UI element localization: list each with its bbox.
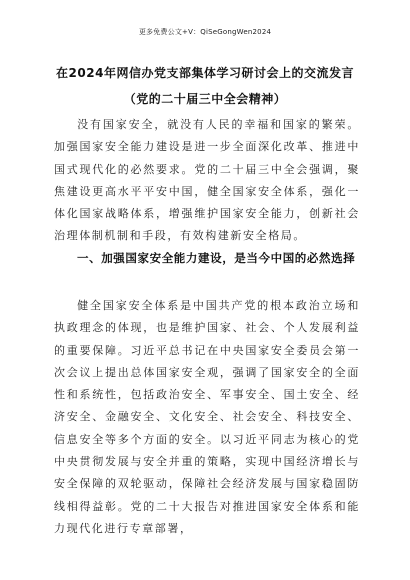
intro-paragraph: 没有国家安全，就没有人民的幸福和国家的繁荣。加强国家安全能力建设是进一步全面深化改革、推进中国式现代化的必然要求。党的二十届三中全会强调，聚焦建设更高水平平安中国，健全国家安全体系，强化一体化国家战略体系，增强维护国家安全能力，创新社会治理体制机制和手段，有效构建新安全格局。 xyxy=(54,118,360,243)
header-note: 更多免费公文+V：QiSeGongWen2024 xyxy=(138,28,272,36)
document-title: 在2024年网信办党支部集体学习研讨会上的交流发言（党的二十届三中全会精神） xyxy=(56,66,354,106)
section-paragraph: 健全国家安全体系是中国共产党的根本政治立场和执政理念的体现，也是维护国家、社会、个人发展利益的重要保障。习近平总书记在中央国家安全委员会第一次会议上提出总体国家安全观，强调了国家安全的全面性和系统性，包括政治安全、军事安全、国土安全、经济安全、金融安全、文化安全、社会安全、科技安全、信息安全等多个方面的安全。以习近平同志为核心的党中央贯彻发展与安全并重的策略，实现中国经济增长与安全保障的双轮驱动，保障社会经济发展与国家稳固防线相得益彰。党的二十大报告对推进国家安全体系和能力现代化进行专章部署， xyxy=(54,299,360,535)
section-heading: 一、加强国家安全能力建设，是当今中国的必然选择 xyxy=(77,251,356,265)
